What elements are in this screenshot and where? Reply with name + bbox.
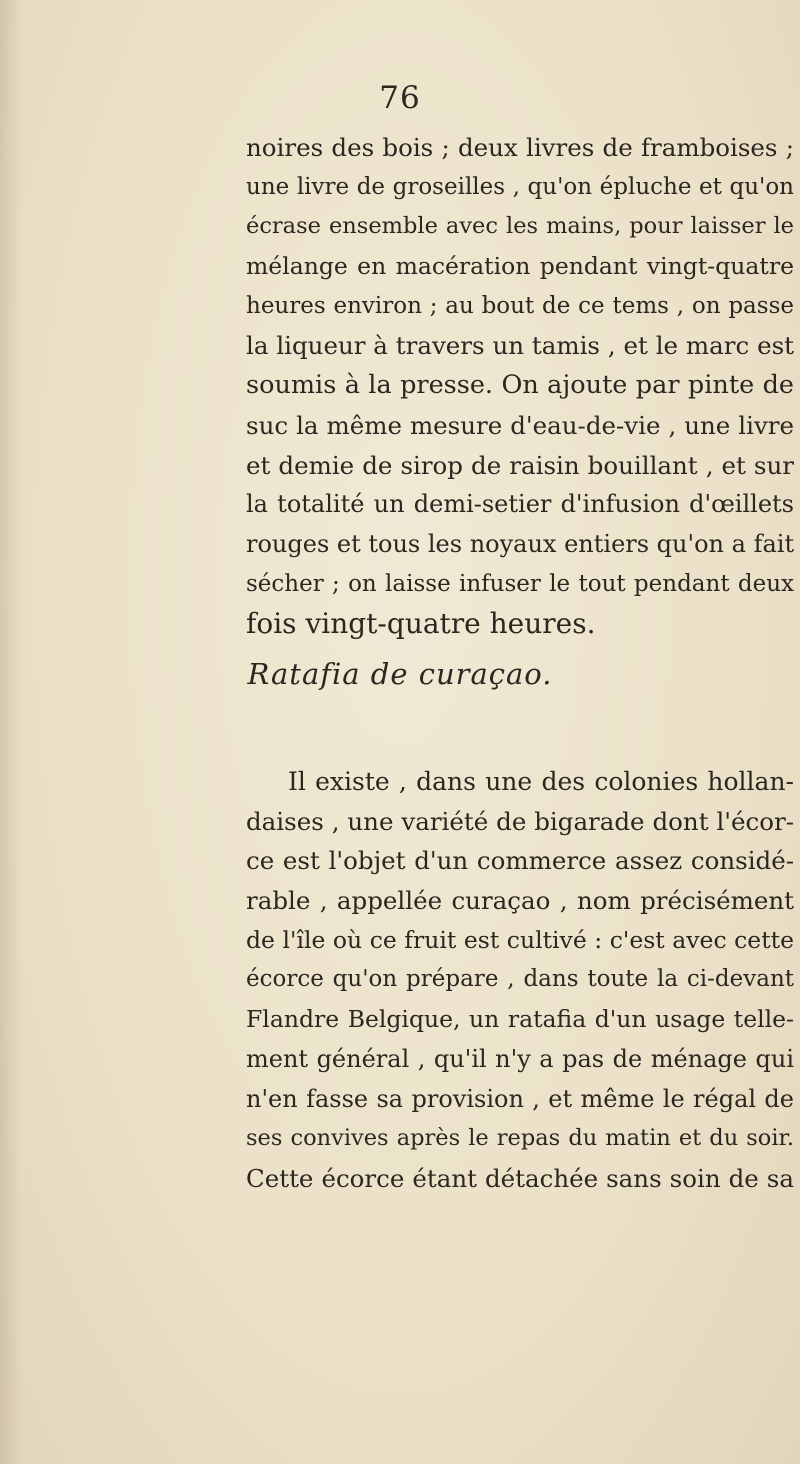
text-line: Il existe , dans une des colonies hollan- — [288, 767, 794, 796]
text-line: rouges et tous les noyaux entiers qu'on a fait — [246, 529, 795, 558]
text-line: heures environ ; au bout de ce tems , on passe — [246, 292, 794, 319]
paragraph-2 — [246, 762, 794, 1199]
text-line: suc la même mesure d'eau-de-vie , une livre — [246, 410, 794, 440]
page-number: 76 — [379, 80, 421, 116]
text-line: et demie de sirop de raisin bouillant , et sur — [246, 450, 794, 480]
text-line: la totalité un demi-setier d'infusion d'œillets — [246, 490, 794, 519]
section-heading: Ratafia de curaçao. — [247, 657, 553, 691]
text-line: écorce qu'on prépare , dans toute la ci-devant — [246, 966, 794, 993]
text-line: ce est l'objet d'un commerce assez considé- — [246, 846, 794, 876]
text-line: ment général , qu'il n'y a pas de ménage qui — [246, 1044, 794, 1073]
text-line: mélange en macération pendant vingt-quatre — [246, 252, 794, 281]
paragraph-1 — [246, 128, 794, 644]
text-line: daises , une variété de bigarade dont l'écor- — [246, 806, 794, 836]
text-line: rable , appellée curaçao , nom précisément — [246, 886, 794, 916]
text-line: la liqueur à travers un tamis , et le marc est — [246, 331, 794, 361]
text-line: ses convives après le repas du matin et du soir. — [246, 1125, 794, 1152]
text-line: Flandre Belgique, un ratafia d'un usage telle- — [246, 1005, 794, 1034]
text-line: de l'île où ce fruit est cultivé : c'est avec cette — [246, 925, 794, 954]
spine-shadow — [0, 0, 22, 1464]
text-line: une livre de groseilles , qu'on épluche et qu'on — [246, 173, 794, 200]
text-line: soumis à la presse. On ajoute par pinte de — [246, 370, 794, 401]
text-line: n'en fasse sa provision , et même le régal de — [246, 1084, 794, 1113]
text-line: noires des bois ; deux livres de framboises ; — [246, 133, 794, 162]
text-line: fois vingt-quatre heures. — [246, 607, 596, 641]
text-line: écrase ensemble avec les mains, pour laisser le — [246, 213, 794, 240]
text-line: sécher ; on laisse infuser le tout pendant deux — [246, 570, 794, 597]
text-line: Cette écorce étant détachée sans soin de sa — [246, 1163, 794, 1193]
